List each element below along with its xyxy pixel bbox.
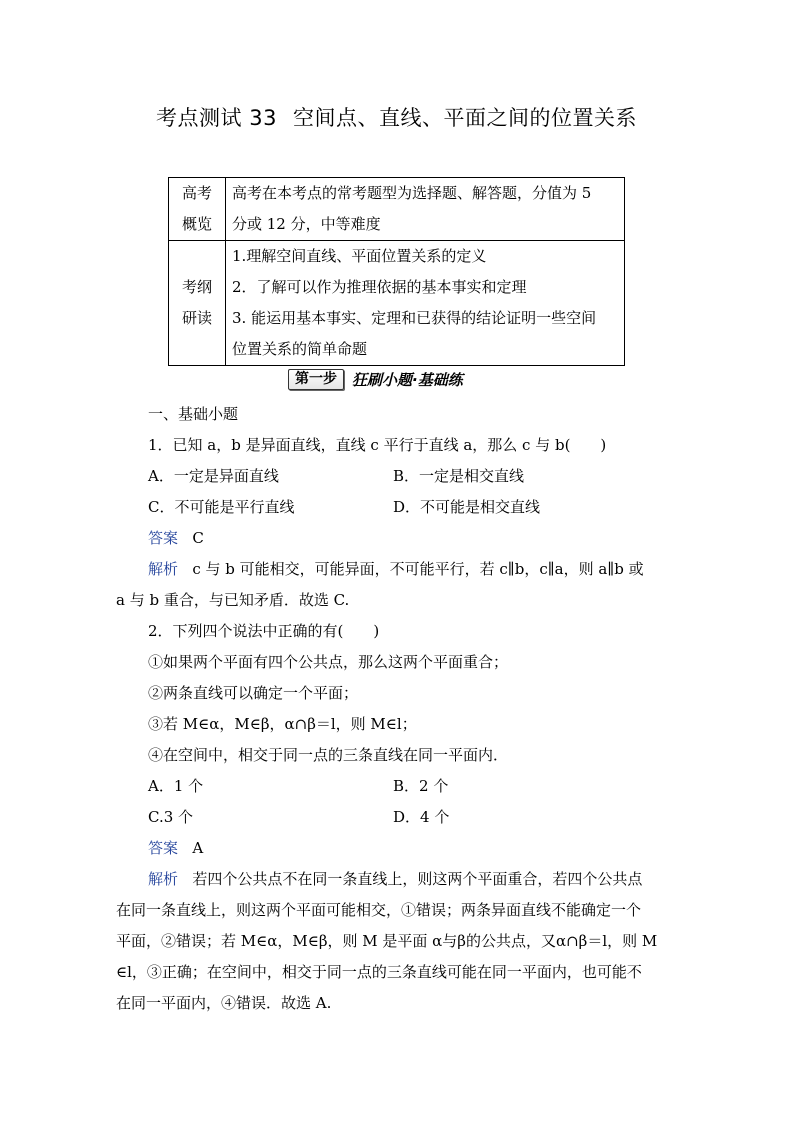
step-slogan: 狂刷小题·基础练 xyxy=(352,371,463,389)
q2-option-b: B．2 个 xyxy=(393,777,449,795)
step-badge: 第一步 xyxy=(288,369,344,390)
q1-answer xyxy=(148,528,204,548)
q2-answer-value: A xyxy=(192,839,204,857)
q1-analysis-line-1 xyxy=(148,559,644,579)
q1-option-b: B．一定是相交直线 xyxy=(393,467,525,485)
analysis-label: 解析 xyxy=(148,560,179,578)
overview-row-gaokao xyxy=(169,178,625,241)
value-line: 3. 能运用基本事实、定理和已获得的结论证明一些空间 xyxy=(232,309,597,327)
answer-label: 答案 xyxy=(148,529,179,547)
q2-statement-3: ③若 M∈α，M∈β，α∩β＝l，则 M∈l； xyxy=(148,715,417,733)
key-line: 研读 xyxy=(181,309,212,327)
q1-answer-value: C xyxy=(192,529,204,547)
value-line: 高考在本考点的常考题型为选择题、解答题，分值为 5 xyxy=(232,184,592,202)
overview-key-kaogang xyxy=(169,241,226,366)
section-heading: 一、基础小题 xyxy=(148,405,239,423)
q2-stem: 2．下列四个说法中正确的有( ) xyxy=(148,622,380,640)
value-line: 1.理解空间直线、平面位置关系的定义 xyxy=(232,247,487,265)
overview-value-kaogang xyxy=(226,241,625,366)
page-title xyxy=(0,102,793,132)
overview-key-gaokao xyxy=(169,178,226,241)
overview-value-gaokao xyxy=(226,178,625,241)
value-line: 位置关系的简单命题 xyxy=(232,340,368,358)
overview-row-kaogang xyxy=(169,241,625,366)
q2-analysis-line-5: 在同一平面内，④错误．故选 A. xyxy=(116,994,332,1012)
test-number: 考点测试 33 xyxy=(156,106,277,130)
q2-option-d: D．4 个 xyxy=(393,808,450,826)
key-line: 高考 xyxy=(181,184,212,202)
q2-analysis-text: 若四个公共点不在同一条直线上，则这两个平面重合，若四个公共点 xyxy=(192,870,643,888)
q1-analysis-text: c 与 b 可能相交，可能异面，不可能平行，若 c∥b，c∥a，则 a∥b 或 xyxy=(192,560,644,578)
step-banner xyxy=(288,369,463,391)
q2-statement-4: ④在空间中，相交于同一点的三条直线在同一平面内． xyxy=(148,746,509,764)
q2-analysis-line-4: ∈l，③正确；在空间中，相交于同一点的三条直线可能在同一平面内，也可能不 xyxy=(116,963,642,981)
q2-option-a: A．1 个 xyxy=(148,777,204,795)
overview-table xyxy=(168,177,625,366)
q1-stem: 1．已知 a，b 是异面直线，直线 c 平行于直线 a，那么 c 与 b( ) xyxy=(148,436,607,454)
q2-analysis-line-1 xyxy=(148,869,642,889)
analysis-label: 解析 xyxy=(148,870,179,888)
q2-statement-2: ②两条直线可以确定一个平面； xyxy=(148,684,359,702)
value-line: 2．了解可以作为推理依据的基本事实和定理 xyxy=(232,278,527,296)
q1-analysis-line-2: a 与 b 重合，与已知矛盾．故选 C. xyxy=(116,591,350,609)
q2-answer xyxy=(148,838,203,858)
key-line: 考纲 xyxy=(181,278,212,296)
q2-analysis-line-3: 平面，②错误；若 M∈α，M∈β，则 M 是平面 α与β的公共点，又α∩β＝l，则 M xyxy=(116,932,658,950)
q2-option-c: C.3 个 xyxy=(148,808,194,826)
q2-analysis-line-2: 在同一条直线上，则这两个平面可能相交，①错误；两条异面直线不能确定一个 xyxy=(116,901,642,919)
q2-statement-1: ①如果两个平面有四个公共点，那么这两个平面重合； xyxy=(148,653,509,671)
answer-label: 答案 xyxy=(148,839,179,857)
q1-option-a: A．一定是异面直线 xyxy=(148,467,279,485)
value-line: 分或 12 分，中等难度 xyxy=(232,215,381,233)
q1-option-d: D．不可能是相交直线 xyxy=(393,498,541,516)
key-line: 概览 xyxy=(181,215,212,233)
q1-option-c: C．不可能是平行直线 xyxy=(148,498,295,516)
test-topic: 空间点、直线、平面之间的位置关系 xyxy=(292,106,637,130)
